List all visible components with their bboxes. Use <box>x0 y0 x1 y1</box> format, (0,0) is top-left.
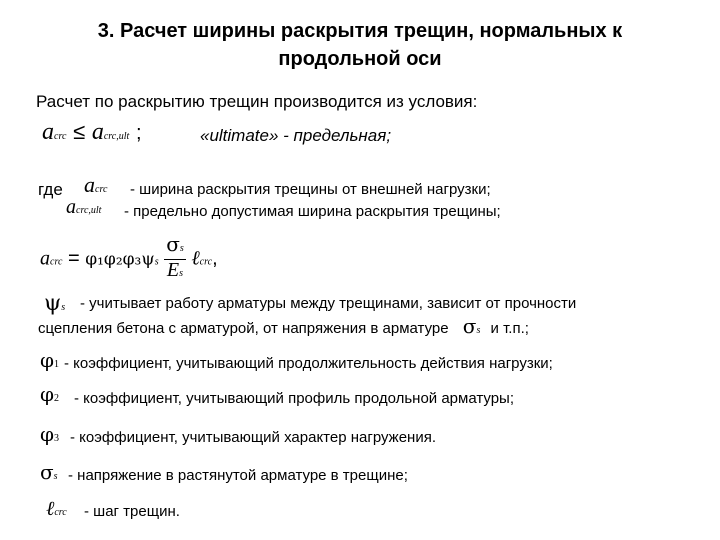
phi1-desc: - коэффициент, учитывающий продолжительность действия нагрузки; <box>64 355 553 372</box>
formula-tail: , <box>212 247 218 270</box>
psi-desc-line2-text: сцепления бетона с арматурой, от напряжения в арматуре <box>38 320 449 337</box>
psi-desc-line1: - учитывает работу арматуры между трещинами, зависит от прочности <box>80 295 577 312</box>
psi-symbol: ψ <box>44 291 62 316</box>
psi-desc-sigma-sub: s <box>476 325 481 336</box>
formula-fraction <box>164 234 186 284</box>
ell-symbol <box>46 498 67 521</box>
a-crc-ult-sub: crc,ult <box>76 205 102 216</box>
phi1-glyph: φ <box>40 348 55 372</box>
condition-sub-right: crc,ult <box>103 131 130 142</box>
formula-denominator <box>164 260 186 284</box>
a-crc-ult-symbol <box>66 196 101 219</box>
intro-text: Расчет по раскрытию трещин производится из условия: <box>36 92 478 111</box>
a-crc-var: a <box>84 172 95 197</box>
ell-sub: crc <box>54 507 67 518</box>
phi3-symbol <box>40 422 59 447</box>
formula-ell: ℓ <box>191 247 200 270</box>
condition-sub-left: crc <box>54 131 67 142</box>
formula-den-symbol: E <box>166 259 180 281</box>
condition-formula <box>42 118 142 146</box>
a-crc-symbol <box>84 172 107 198</box>
a-crc-sub: crc <box>95 184 108 195</box>
phi2-sub: 2 <box>54 393 60 404</box>
sigma-symbol <box>40 460 58 485</box>
formula-lhs: a <box>40 247 50 270</box>
condition-sep: ; <box>135 122 142 144</box>
formula-eq: = <box>67 247 80 270</box>
ell-desc: - шаг трещин. <box>84 503 180 520</box>
a-crc-ult-desc: - предельно допустимая ширина раскрытия трещины; <box>124 203 501 220</box>
phi3-sub: 3 <box>54 433 60 444</box>
sigma-desc: - напряжение в растянутой арматуре в трещине; <box>68 467 408 484</box>
phi2-desc: - коэффициент, учитывающий профиль продольной арматуры; <box>74 390 515 407</box>
formula-lhs-sub: crc <box>50 256 63 268</box>
a-crc-ult-var: a <box>66 196 76 218</box>
formula-ell-sub: crc <box>199 256 213 268</box>
ell-glyph: ℓ <box>46 498 55 520</box>
formula-den-sub: s <box>179 268 184 279</box>
ultimate-note-text: «ultimate» - предельная; <box>200 126 392 145</box>
condition-var-left: a <box>42 119 54 145</box>
condition-var-right: a <box>91 119 104 145</box>
sigma-sub: s <box>53 471 58 482</box>
phi1-symbol <box>40 348 59 373</box>
formula-phis: φ₁φ₂φ₃ψ <box>85 249 155 270</box>
psi-desc-tail: и т.п.; <box>490 320 529 337</box>
phi3-glyph: φ <box>40 422 55 446</box>
phi2-glyph: φ <box>40 382 55 406</box>
a-crc-desc: - ширина раскрытия трещины от внешней нагрузки; <box>130 181 491 198</box>
where-word: где <box>38 180 63 199</box>
psi-desc-line2 <box>38 316 529 341</box>
main-formula <box>40 234 218 284</box>
psi-desc-sigma: σ <box>462 314 477 338</box>
phi2-symbol <box>40 382 59 407</box>
formula-psi-sub: s <box>154 256 159 268</box>
phi1-sub: 1 <box>54 359 60 370</box>
page-title: 3. Расчет ширины раскрытия трещин, нормальных к <box>97 20 623 42</box>
sigma-glyph: σ <box>40 460 54 484</box>
psi-sub: s <box>61 302 66 313</box>
phi3-desc: - коэффициент, учитывающий характер нагружения. <box>70 429 437 446</box>
formula-num-symbol: σ <box>166 232 180 256</box>
formula-numerator <box>164 234 186 260</box>
psi-def-symbol <box>44 290 65 316</box>
condition-op: ≤ <box>73 119 86 144</box>
formula-num-sub: s <box>179 243 184 254</box>
page-title-line2: продольной оси <box>278 48 442 70</box>
ultimate-note <box>200 126 391 146</box>
